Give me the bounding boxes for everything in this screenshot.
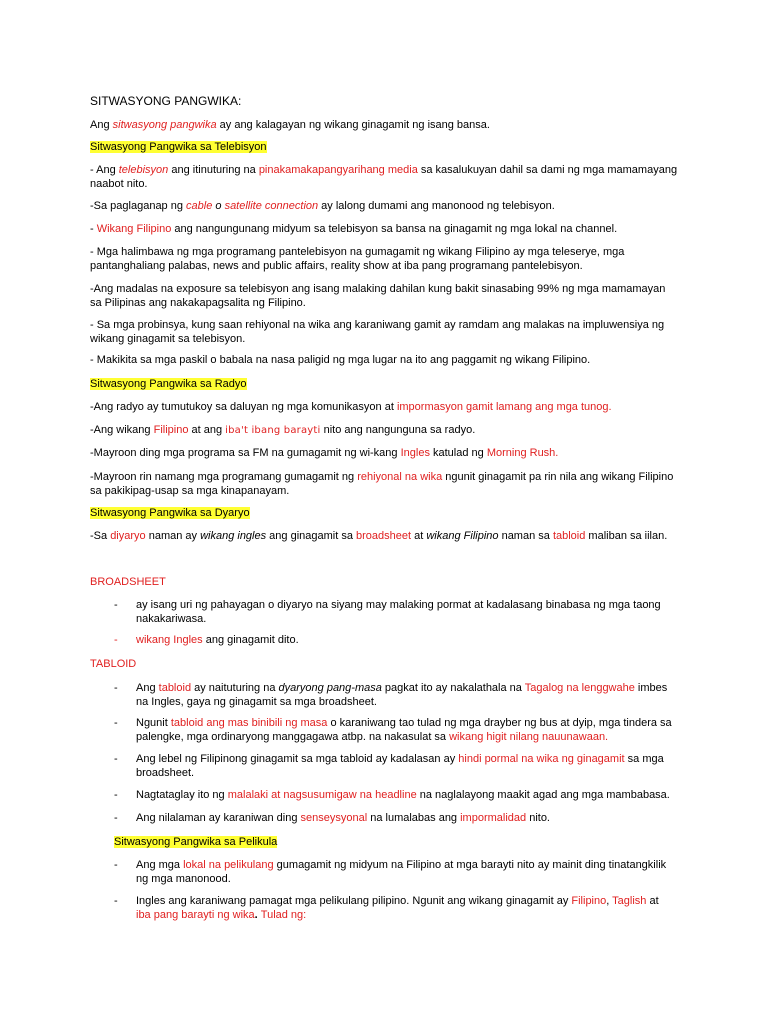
text: ay lalong dumami ang manonood ng telebisyon.	[318, 200, 555, 212]
highlight-term: tabloid	[158, 682, 192, 694]
section-heading-telebisyon	[90, 140, 680, 154]
highlight-term: hindi pormal na wika ng ginagamit	[458, 753, 625, 765]
tv-paragraph-6: - Sa mga probinsya, kung saan rehiyonal na wika ang karaniwang gamit ay ramdam ang malakas na impluwensiya ng wikang ginagamit sa telebisyon.	[90, 319, 665, 345]
tabloid-item-5	[136, 811, 676, 825]
emphasis-term: dyaryong pang-masa	[278, 682, 382, 694]
text: Ingles ang karaniwang pamagat mga pelikulang pilipino. Ngunit ang wikang ginagamit ay	[136, 895, 572, 907]
highlight-term: malalaki at nagsusumigaw na headline	[227, 789, 417, 801]
highlight-term: impormalidad	[460, 812, 527, 824]
section-heading-broadsheet: BROADSHEET	[90, 576, 166, 588]
highlight-term: broadsheet	[356, 530, 412, 542]
tv-paragraph-1	[90, 163, 680, 191]
tabloid-item-4	[136, 788, 676, 802]
text: Ngunit	[136, 717, 171, 729]
highlight-term: Filipino	[153, 424, 189, 436]
text: nito ang nangunguna sa radyo.	[320, 424, 476, 436]
text: ang ginagamit dito.	[202, 634, 299, 646]
list-bullet: -	[114, 859, 118, 871]
emphasis-term: wikang Filipino	[426, 530, 499, 542]
text: at	[411, 530, 427, 542]
radio-paragraph-3	[90, 446, 680, 460]
intro-paragraph	[90, 118, 680, 132]
section-heading-pelikula	[114, 835, 704, 849]
highlight-term: wikang higit nilang nauunawaan.	[449, 731, 609, 743]
highlight-term: diyaryo	[110, 530, 146, 542]
film-item-1	[136, 858, 676, 886]
tabloid-item-1	[136, 681, 676, 709]
heading-label: Sitwasyong Pangwika sa Dyaryo	[90, 507, 250, 519]
radio-paragraph-4	[90, 470, 680, 498]
tv-paragraph-4: - Mga halimbawa ng mga programang pantelebisyon na gumagamit ng wikang Filipino ay mga teleserye, mga pantanghaliang palabas, news and public affairs, reality show at iba pang programang pantelebisyon.	[90, 246, 625, 272]
tv-paragraph-7: - Makikita sa mga paskil o babala na nasa paligid ng mga lugar na ito ang paggamit ng wikang Filipino.	[90, 354, 591, 366]
highlight-term: telebisyon	[118, 164, 169, 176]
text: Ang nilalaman ay karaniwan ding	[136, 812, 301, 824]
text: Ang	[136, 682, 159, 694]
text: na naglalayong maakit agad ang mga mambabasa.	[416, 789, 670, 801]
section-heading-radyo	[90, 377, 680, 391]
highlight-term: wikang Ingles	[136, 634, 203, 646]
highlight-term: lokal na pelikulang	[183, 859, 274, 871]
text: o	[212, 200, 225, 212]
broadsheet-item-1: ay isang uri ng pahayagan o diyaryo na siyang may malaking pormat at kadalasang binabasa ng mga taong nakakariwasa.	[136, 599, 661, 625]
highlight-term: rehiyonal na wika	[357, 471, 443, 483]
newspaper-paragraph-1	[90, 529, 680, 543]
list-bullet: -	[114, 789, 118, 801]
text: ang itinuturing na	[168, 164, 259, 176]
text: ngunit ginagamit pa rin nila ang wikang Filipino sa pakikipag-usap sa mga kinapanayam.	[90, 471, 674, 497]
text: ang ginagamit sa	[266, 530, 357, 542]
highlight-term: Tulad ng:	[260, 909, 307, 921]
document-title: SITWASYONG PANGWIKA:	[90, 94, 242, 108]
emphasis-term: wikang ingles	[200, 530, 267, 542]
text: ay naituturing na	[191, 682, 279, 694]
list-bullet: -	[114, 634, 118, 646]
text: naman sa	[498, 530, 553, 542]
highlight-term: impormasyon gamit lamang ang mga tunog.	[396, 401, 612, 413]
tv-paragraph-2	[90, 199, 680, 213]
text: Ang	[90, 119, 113, 131]
tabloid-item-3	[136, 752, 676, 780]
tv-paragraph-3	[90, 222, 680, 236]
text: -Mayroon rin namang mga programang gumagamit ng	[90, 471, 358, 483]
highlight-term: Filipino	[571, 895, 607, 907]
tabloid-item-2	[136, 716, 676, 744]
text: nito.	[526, 812, 550, 824]
highlight-term: tabloid	[552, 530, 586, 542]
heading-label: Sitwasyong Pangwika sa Telebisyon	[90, 141, 267, 153]
tv-paragraph-5: -Ang madalas na exposure sa telebisyon ang isang malaking dahilan kung bakit sinasabing 99% ng mga mamamayan sa Pilipinas ang nakakapagsalita ng Filipino.	[90, 283, 666, 309]
highlight-term: iba pang barayti ng wika	[136, 909, 255, 921]
text: naman ay	[145, 530, 201, 542]
radio-paragraph-2	[90, 423, 680, 438]
text: -Sa	[90, 530, 111, 542]
text: .	[254, 909, 261, 921]
highlight-term: Morning Rush.	[486, 447, 559, 459]
list-bullet: -	[114, 812, 118, 824]
highlight-term: iba't ibang barayti	[225, 425, 321, 436]
highlight-term: Ingles	[400, 447, 430, 459]
highlight-term: cable	[186, 200, 213, 212]
text: gumagamit ng midyum na Filipino at mga barayti nito ay mainit ding tinatangkilik ng mga manonood.	[136, 859, 667, 885]
text: - Ang	[90, 164, 119, 176]
text: katulad ng	[429, 447, 487, 459]
radio-paragraph-1	[90, 400, 680, 414]
text: Ang mga	[136, 859, 184, 871]
text: -Ang radyo ay tumutukoy sa daluyan ng mga komunikasyon at	[90, 401, 397, 413]
list-bullet: -	[114, 895, 118, 907]
text: Nagtataglay ito ng	[136, 789, 228, 801]
text: ay ang kalagayan ng wikang ginagamit ng isang bansa.	[216, 119, 490, 131]
highlight-term: Wikang Filipino	[96, 223, 172, 235]
broadsheet-item-2	[136, 633, 676, 647]
text: o karaniwang tao tulad ng mga drayber ng bus at dyip, mga tindera sa palengke, mga ordinaryong manggagawa atbp. na nakasulat sa	[136, 717, 672, 743]
text: ,	[606, 895, 613, 907]
highlight-term: senseysyonal	[300, 812, 368, 824]
text: -Sa paglaganap ng	[90, 200, 187, 212]
list-bullet: -	[114, 717, 118, 729]
text: maliban sa iilan.	[585, 530, 668, 542]
text: -	[90, 223, 97, 235]
text: na lumalabas ang	[367, 812, 461, 824]
text: sa mga broadsheet.	[136, 753, 664, 779]
text: pagkat ito ay nakalathala na	[381, 682, 525, 694]
highlight-term: Tagalog na lenggwahe	[524, 682, 635, 694]
list-bullet: -	[114, 682, 118, 694]
film-item-2	[136, 894, 676, 922]
text: -Ang wikang	[90, 424, 154, 436]
text: -Mayroon ding mga programa sa FM na gumagamit ng wi-kang	[90, 447, 401, 459]
heading-label: Sitwasyong Pangwika sa Pelikula	[114, 836, 278, 848]
text: at ang	[188, 424, 226, 436]
heading-label: Sitwasyong Pangwika sa Radyo	[90, 378, 247, 390]
text: at	[646, 895, 659, 907]
highlight-term: tabloid ang mas binibili ng masa	[170, 717, 328, 729]
highlight-term: pinakamakapangyarihang media	[258, 164, 418, 176]
highlight-term: Taglish	[612, 895, 647, 907]
text: Ang lebel ng Filipinong ginagamit sa mga tabloid ay kadalasan ay	[136, 753, 459, 765]
highlight-term: sitwasyong pangwika	[112, 119, 217, 131]
text: imbes na Ingles, gaya ng ginagamit sa mga broadsheet.	[136, 682, 668, 708]
section-heading-tabloid: TABLOID	[90, 658, 137, 670]
text: ang nangungunang midyum sa telebisyon sa bansa na ginagamit ng mga lokal na channel.	[171, 223, 618, 235]
text: sa kasalukuyan dahil sa dami ng mga mamamayang naabot nito.	[90, 164, 678, 190]
list-bullet: -	[114, 599, 118, 611]
highlight-term: satellite connection	[224, 200, 319, 212]
section-heading-dyaryo	[90, 506, 680, 520]
list-bullet: -	[114, 753, 118, 765]
